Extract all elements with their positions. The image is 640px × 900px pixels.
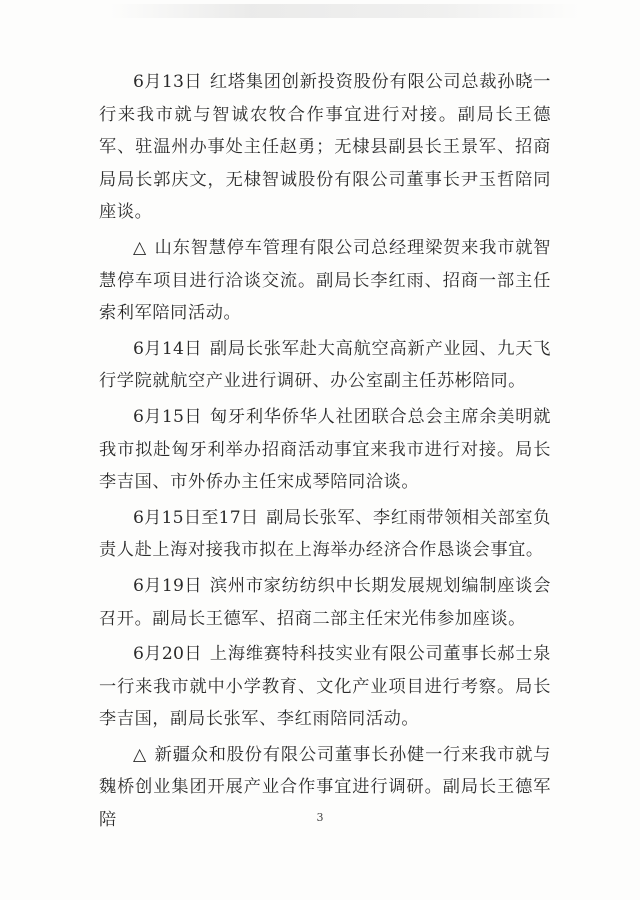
paragraph-2 bbox=[99, 232, 551, 330]
paragraph-text: 匈牙利华侨华人社团联合总会主席余美明就我市拟赴匈牙利举办招商活动事宜来我市进行对接。局长李吉国、市外侨办主任宋成琴陪同洽谈。 bbox=[99, 406, 551, 493]
paragraph-3 bbox=[99, 333, 551, 398]
paragraph-date: 6月20日 bbox=[133, 644, 202, 665]
paragraph-7 bbox=[99, 638, 551, 736]
paragraph-4 bbox=[99, 401, 551, 499]
page-number: 3 bbox=[316, 811, 324, 824]
paragraph-6 bbox=[99, 570, 551, 635]
paragraph-date: 6月19日 bbox=[133, 575, 202, 596]
paragraph-bullet: △ bbox=[133, 744, 147, 765]
paragraph-date: 6月15日 bbox=[133, 406, 202, 427]
paragraph-text: 副局长张军赴大高航空高新产业园、九天飞行学院就航空产业进行调研、办公室副主任苏彬陪同。 bbox=[99, 338, 551, 392]
paragraph-text: 山东智慧停车管理有限公司总经理梁贺来我市就智慧停车项目进行洽谈交流。副局长李红雨、招商一部主任索利军陪同活动。 bbox=[99, 237, 552, 324]
paragraph-5 bbox=[99, 502, 551, 567]
paragraph-date: 6月14日 bbox=[133, 338, 202, 359]
paragraph-date: 6月13日 bbox=[133, 72, 202, 92]
paragraph-1 bbox=[99, 66, 551, 229]
paragraph-text: 上海维赛特科技实业有限公司董事长郝士泉一行来我市就中小学教育、文化产业项目进行考察。局长李吉国，副局长张军、李红雨陪同活动。 bbox=[99, 644, 551, 730]
paragraph-text: 新疆众和股份有限公司董事长孙健一行来我市就与魏桥创业集团开展产业合作事宜进行调研。副局长王德军陪 bbox=[99, 744, 552, 831]
paragraph-text: 红塔集团创新投资股份有限公司总裁孙晓一行来我市就与智诚农牧合作事宜进行对接。副局长王德军、驻温州办事处主任赵勇；无棣县副县长王景军、招商局局长郭庆文，无棣智诚股份有限公司董事长尹玉哲陪同座谈。 bbox=[99, 72, 551, 223]
document-body bbox=[99, 66, 551, 840]
paragraph-date: 6月15日至17日 bbox=[133, 507, 259, 528]
paragraph-bullet: △ bbox=[133, 237, 147, 258]
scan-artifact bbox=[110, 4, 580, 18]
paragraph-text: 副局长张军、李红雨带领相关部室负责人赴上海对接我市拟在上海举办经济合作恳谈会事宜。 bbox=[99, 507, 551, 561]
paragraph-text: 滨州市家纺纺织中长期发展规划编制座谈会召开。副局长王德军、招商二部主任宋光伟参加座谈。 bbox=[99, 575, 551, 629]
